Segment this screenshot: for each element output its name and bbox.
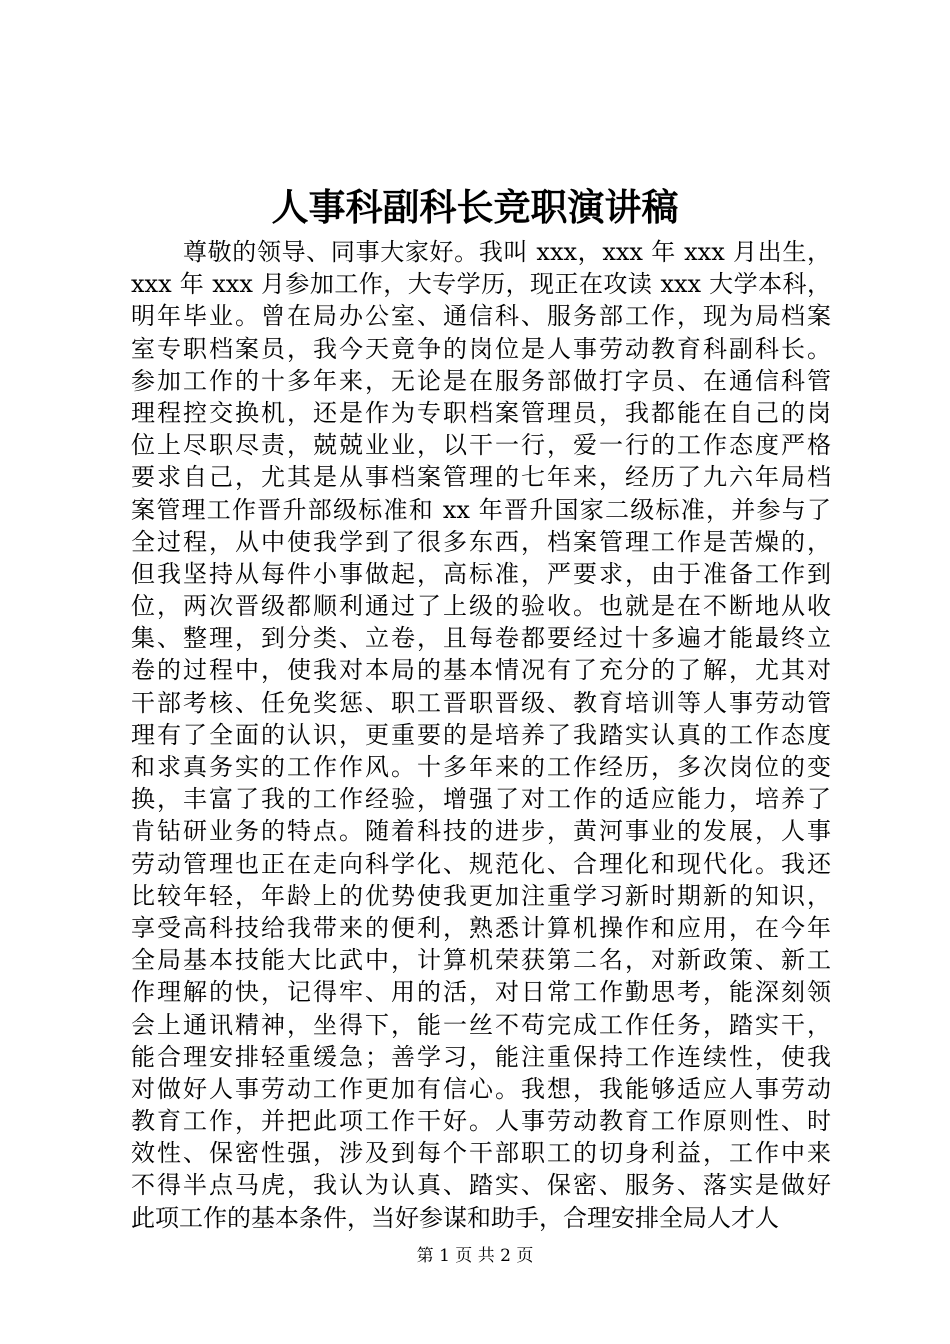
body-line: 但我坚持从每件小事做起，高标准，严要求，由于准备工作到 xyxy=(131,559,831,588)
body-line: 案管理工作晋升部级标准和 xx 年晋升国家二级标准，并参与了 xyxy=(131,495,831,524)
body-line: 比较年轻，年龄上的优势使我更加注重学习新时期新的知识， xyxy=(131,881,831,910)
body-line: xxx 年 xxx 月参加工作，大专学历，现正在攻读 xxx 大学本科， xyxy=(131,270,831,299)
body-line: 作理解的快，记得牢、用的活，对日常工作勤思考，能深刻领 xyxy=(131,978,831,1007)
body-line: 能合理安排轻重缓急；善学习，能注重保持工作连续性，使我 xyxy=(131,1042,831,1071)
body-line: 理程控交换机，还是作为专职档案管理员，我都能在自己的岗 xyxy=(131,398,831,427)
body-line: 室专职档案员，我今天竟争的岗位是人事劳动教育科副科长。 xyxy=(131,334,831,363)
body-line: 此项工作的基本条件，当好参谋和助手，合理安排全局人才人 xyxy=(131,1203,779,1232)
body-line: 教育工作，并把此项工作干好。人事劳动教育工作原则性、时 xyxy=(131,1107,831,1136)
body-line: 全过程，从中使我学到了很多东西，档案管理工作是苦燥的， xyxy=(131,527,831,556)
body-line: 肯钻研业务的特点。随着科技的进步，黄河事业的发展，人事 xyxy=(131,817,831,846)
body-line: 尊敬的领导、同事大家好。我叫 xxx，xxx 年 xxx 月出生， xyxy=(183,238,831,266)
body-line: 享受高科技给我带来的便利，熟悉计算机操作和应用，在今年 xyxy=(131,913,831,942)
body-line: 位，两次晋级都顺利通过了上级的验收。也就是在不断地从收 xyxy=(131,592,831,621)
body-line: 参加工作的十多年来，无论是在服务部做打字员、在通信科管 xyxy=(131,366,831,395)
body-line: 对做好人事劳动工作更加有信心。我想，我能够适应人事劳动 xyxy=(131,1074,831,1103)
body-line: 位上尽职尽责，兢兢业业，以干一行，爱一行的工作态度严格 xyxy=(131,431,831,460)
body-line: 不得半点马虎，我认为认真、踏实、保密、服务、落实是做好 xyxy=(131,1171,831,1200)
body-line: 卷的过程中，使我对本局的基本情况有了充分的了解，尤其对 xyxy=(131,656,831,685)
body-line: 会上通讯精神，坐得下，能一丝不苟完成工作任务，踏实干， xyxy=(131,1010,831,1039)
body-line: 和求真务实的工作作风。十多年来的工作经历，多次岗位的变 xyxy=(131,753,831,781)
body-line: 理有了全面的认识，更重要的是培养了我踏实认真的工作态度 xyxy=(131,720,831,749)
body-line: 明年毕业。曾在局办公室、通信科、服务部工作，现为局档案 xyxy=(131,302,831,331)
document-body xyxy=(131,236,831,1234)
body-line: 要求自己，尤其是从事档案管理的七年来，经历了九六年局档 xyxy=(131,463,831,492)
body-line: 全局基本技能大比武中，计算机荣获第二名，对新政策、新工 xyxy=(131,946,831,975)
body-line: 效性、保密性强，涉及到每个干部职工的切身利益，工作中来 xyxy=(131,1139,831,1168)
body-line: 劳动管理也正在走向科学化、规范化、合理化和现代化。我还 xyxy=(131,849,831,878)
page-footer: 第 1 页 共 2 页 xyxy=(416,1246,534,1266)
body-line: 换，丰富了我的工作经验，增强了对工作的适应能力，培养了 xyxy=(131,785,831,814)
body-line: 集、整理，到分类、立卷，且每卷都要经过十多遍才能最终立 xyxy=(131,624,831,653)
body-line: 干部考核、任免奖惩、职工晋职晋级、教育培训等人事劳动管 xyxy=(131,688,831,717)
document-title: 人事科副科长竞职演讲稿 xyxy=(271,186,679,229)
